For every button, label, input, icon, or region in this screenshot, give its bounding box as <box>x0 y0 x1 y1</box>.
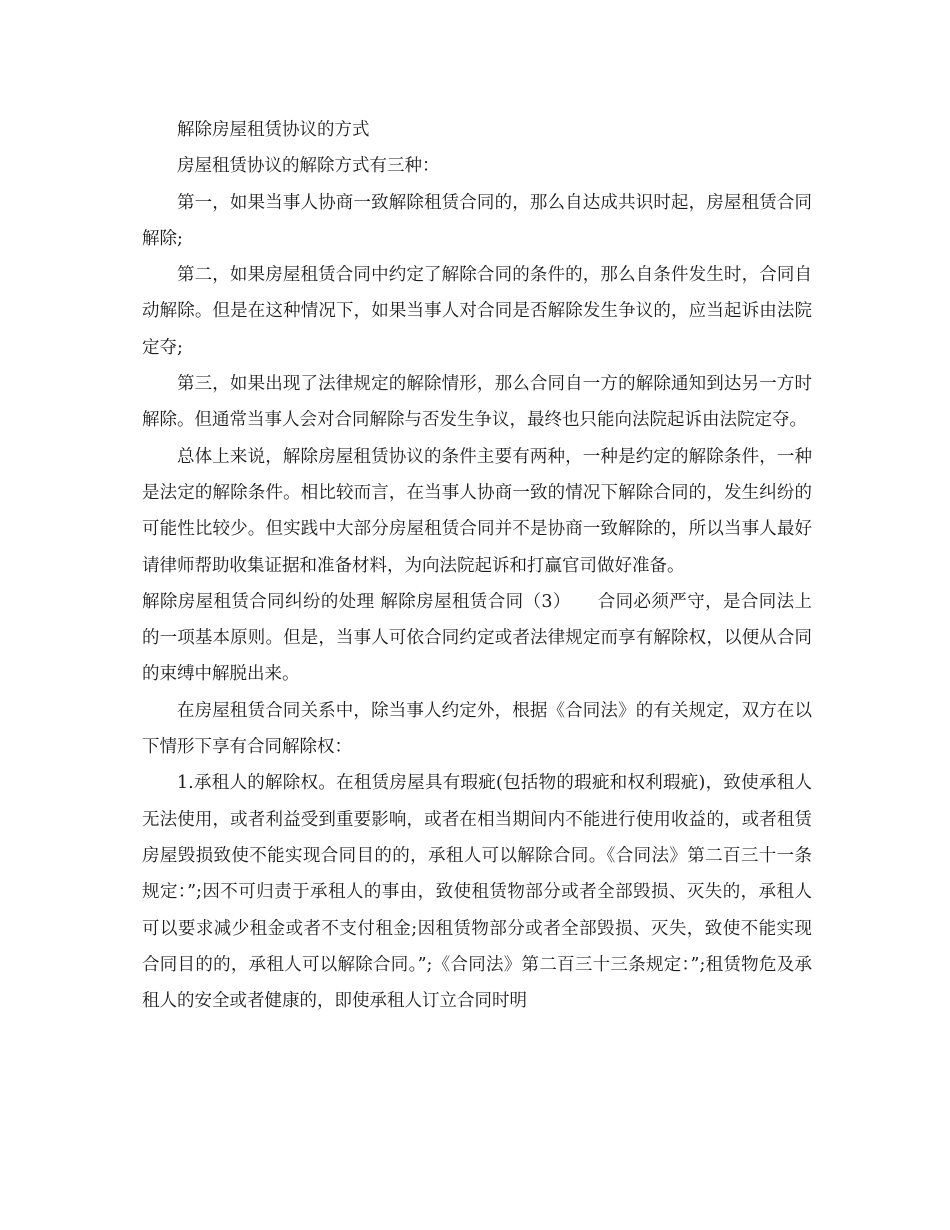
paragraph: 在房屋租赁合同关系中，除当事人约定外，根据《合同法》的有关规定，双方在以下情形下享有合同解除权： <box>142 700 812 758</box>
paragraph: 1.承租人的解除权。在租赁房屋具有瑕疵(包括物的瑕疵和权利瑕疵)，致使承租人无法使用，或者利益受到重要影响，或者在相当期间内不能进行使用收益的，或者租赁房屋毁损致使不能实现合同目的的，承租人可以解除合同。《合同法》第二百三十一条规定：”;因不可归责于承租人的事由，致使租赁物部分或者全部毁损、灭失的，承租人可以要求减少租金或者不支付租金;因租赁物部分或者全部毁损、灭失，致使不能实现合同目的的，承租人可以解除合同。”;《合同法》第二百三十三条规定：”;租赁物危及承租人的安全或者健康的，即使承租人订立合同时明 <box>142 773 812 1012</box>
paragraph: 总体上来说，解除房屋租赁协议的条件主要有两种，一种是约定的解除条件，一种是法定的解除条件。相比较而言，在当事人协商一致的情况下解除合同的，发生纠纷的可能性比较少。但实践中大部分房屋租赁合同并不是协商一致解除的，所以当事人最好请律师帮助收集证据和准备材料，为向法院起诉和打赢官司做好准备。 <box>142 446 812 576</box>
paragraph: 第三，如果出现了法律规定的解除情形，那么合同自一方的解除通知到达另一方时解除。但通常当事人会对合同解除与否发生争议，最终也只能向法院起诉由法院定夺。 <box>142 374 812 431</box>
paragraph: 第二，如果房屋租赁合同中约定了解除合同的条件的，那么自条件发生时，合同自动解除。但是在这种情况下，如果当事人对合同是否解除发生争议的，应当起诉由法院定夺; <box>142 265 812 358</box>
paragraph: 房屋租赁协议的解除方式有三种： <box>177 156 440 177</box>
document-heading: 解除房屋租赁协议的方式 <box>177 120 370 140</box>
section-heading-paragraph: 解除房屋租赁合同纠纷的处理 解除房屋租赁合同（3） 合同必须严守，是合同法上的一项基本原则。但是，当事人可依合同约定或者法律规定而享有解除权，以便从合同的束缚中解脱出来。 <box>142 591 812 685</box>
paragraph: 第一，如果当事人协商一致解除租赁合同的，那么自达成共识时起，房屋租赁合同解除; <box>142 192 812 249</box>
document-body <box>142 112 812 1019</box>
